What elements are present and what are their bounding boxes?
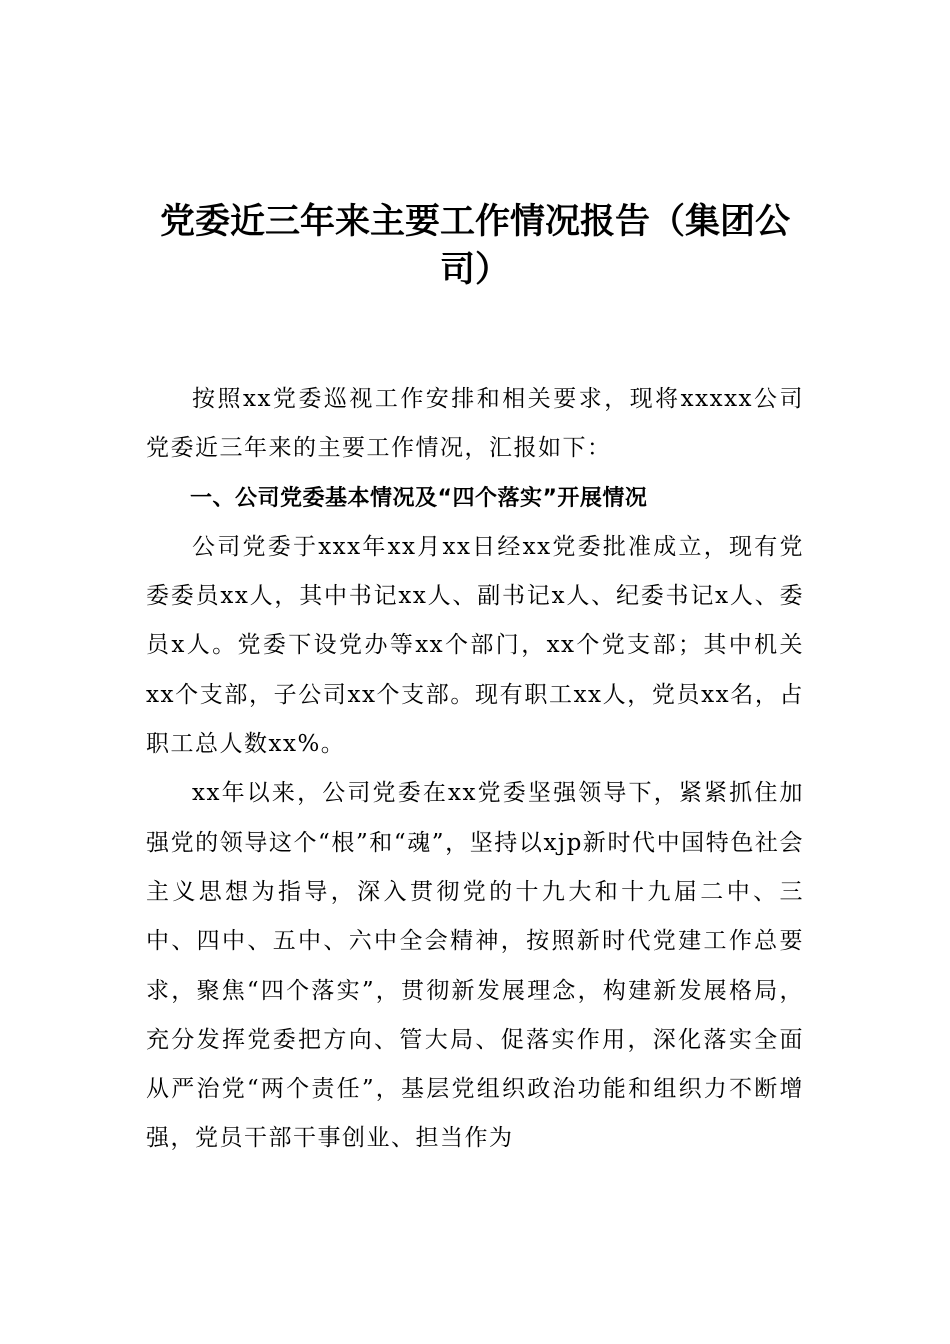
document-title: 党委近三年来主要工作情况报告（集团公司） — [159, 202, 790, 290]
document-body — [146, 375, 804, 1164]
section-heading-1: 一、公司党委基本情况及“四个落实”开展情况 — [190, 485, 648, 511]
section1-paragraph-1: 公司党委于xxx年xx月xx日经xx党委批准成立，现有党委委员xx人，其中书记xx人、副书记x人、纪委书记x人、委员x人。党委下设党办等xx个部门，xx个党支部；其中机关xx个支部，子公司xx个支部。现有职工xx人，党员xx名，占职工总人数xx%。 — [146, 533, 804, 758]
intro-paragraph: 按照xx党委巡视工作安排和相关要求，现将xxxxx公司党委近三年来的主要工作情况，汇报如下： — [146, 386, 804, 462]
section1-paragraph-2: xx年以来，公司党委在xx党委坚强领导下，紧紧抓住加强党的领导这个“根”和“魂”，坚持以xjp新时代中国特色社会主义思想为指导，深入贯彻党的十九大和十九届二中、三中、四中、五中、六中全会精神，按照新时代党建工作总要求，聚焦“四个落实”，贯彻新发展理念，构建新发展格局，充分发挥党委把方向、管大局、促落实作用，深化落实全面从严治党“两个责任”，基层党组织政治功能和组织力不断增强，党员干部干事创业、担当作为 — [146, 780, 804, 1152]
